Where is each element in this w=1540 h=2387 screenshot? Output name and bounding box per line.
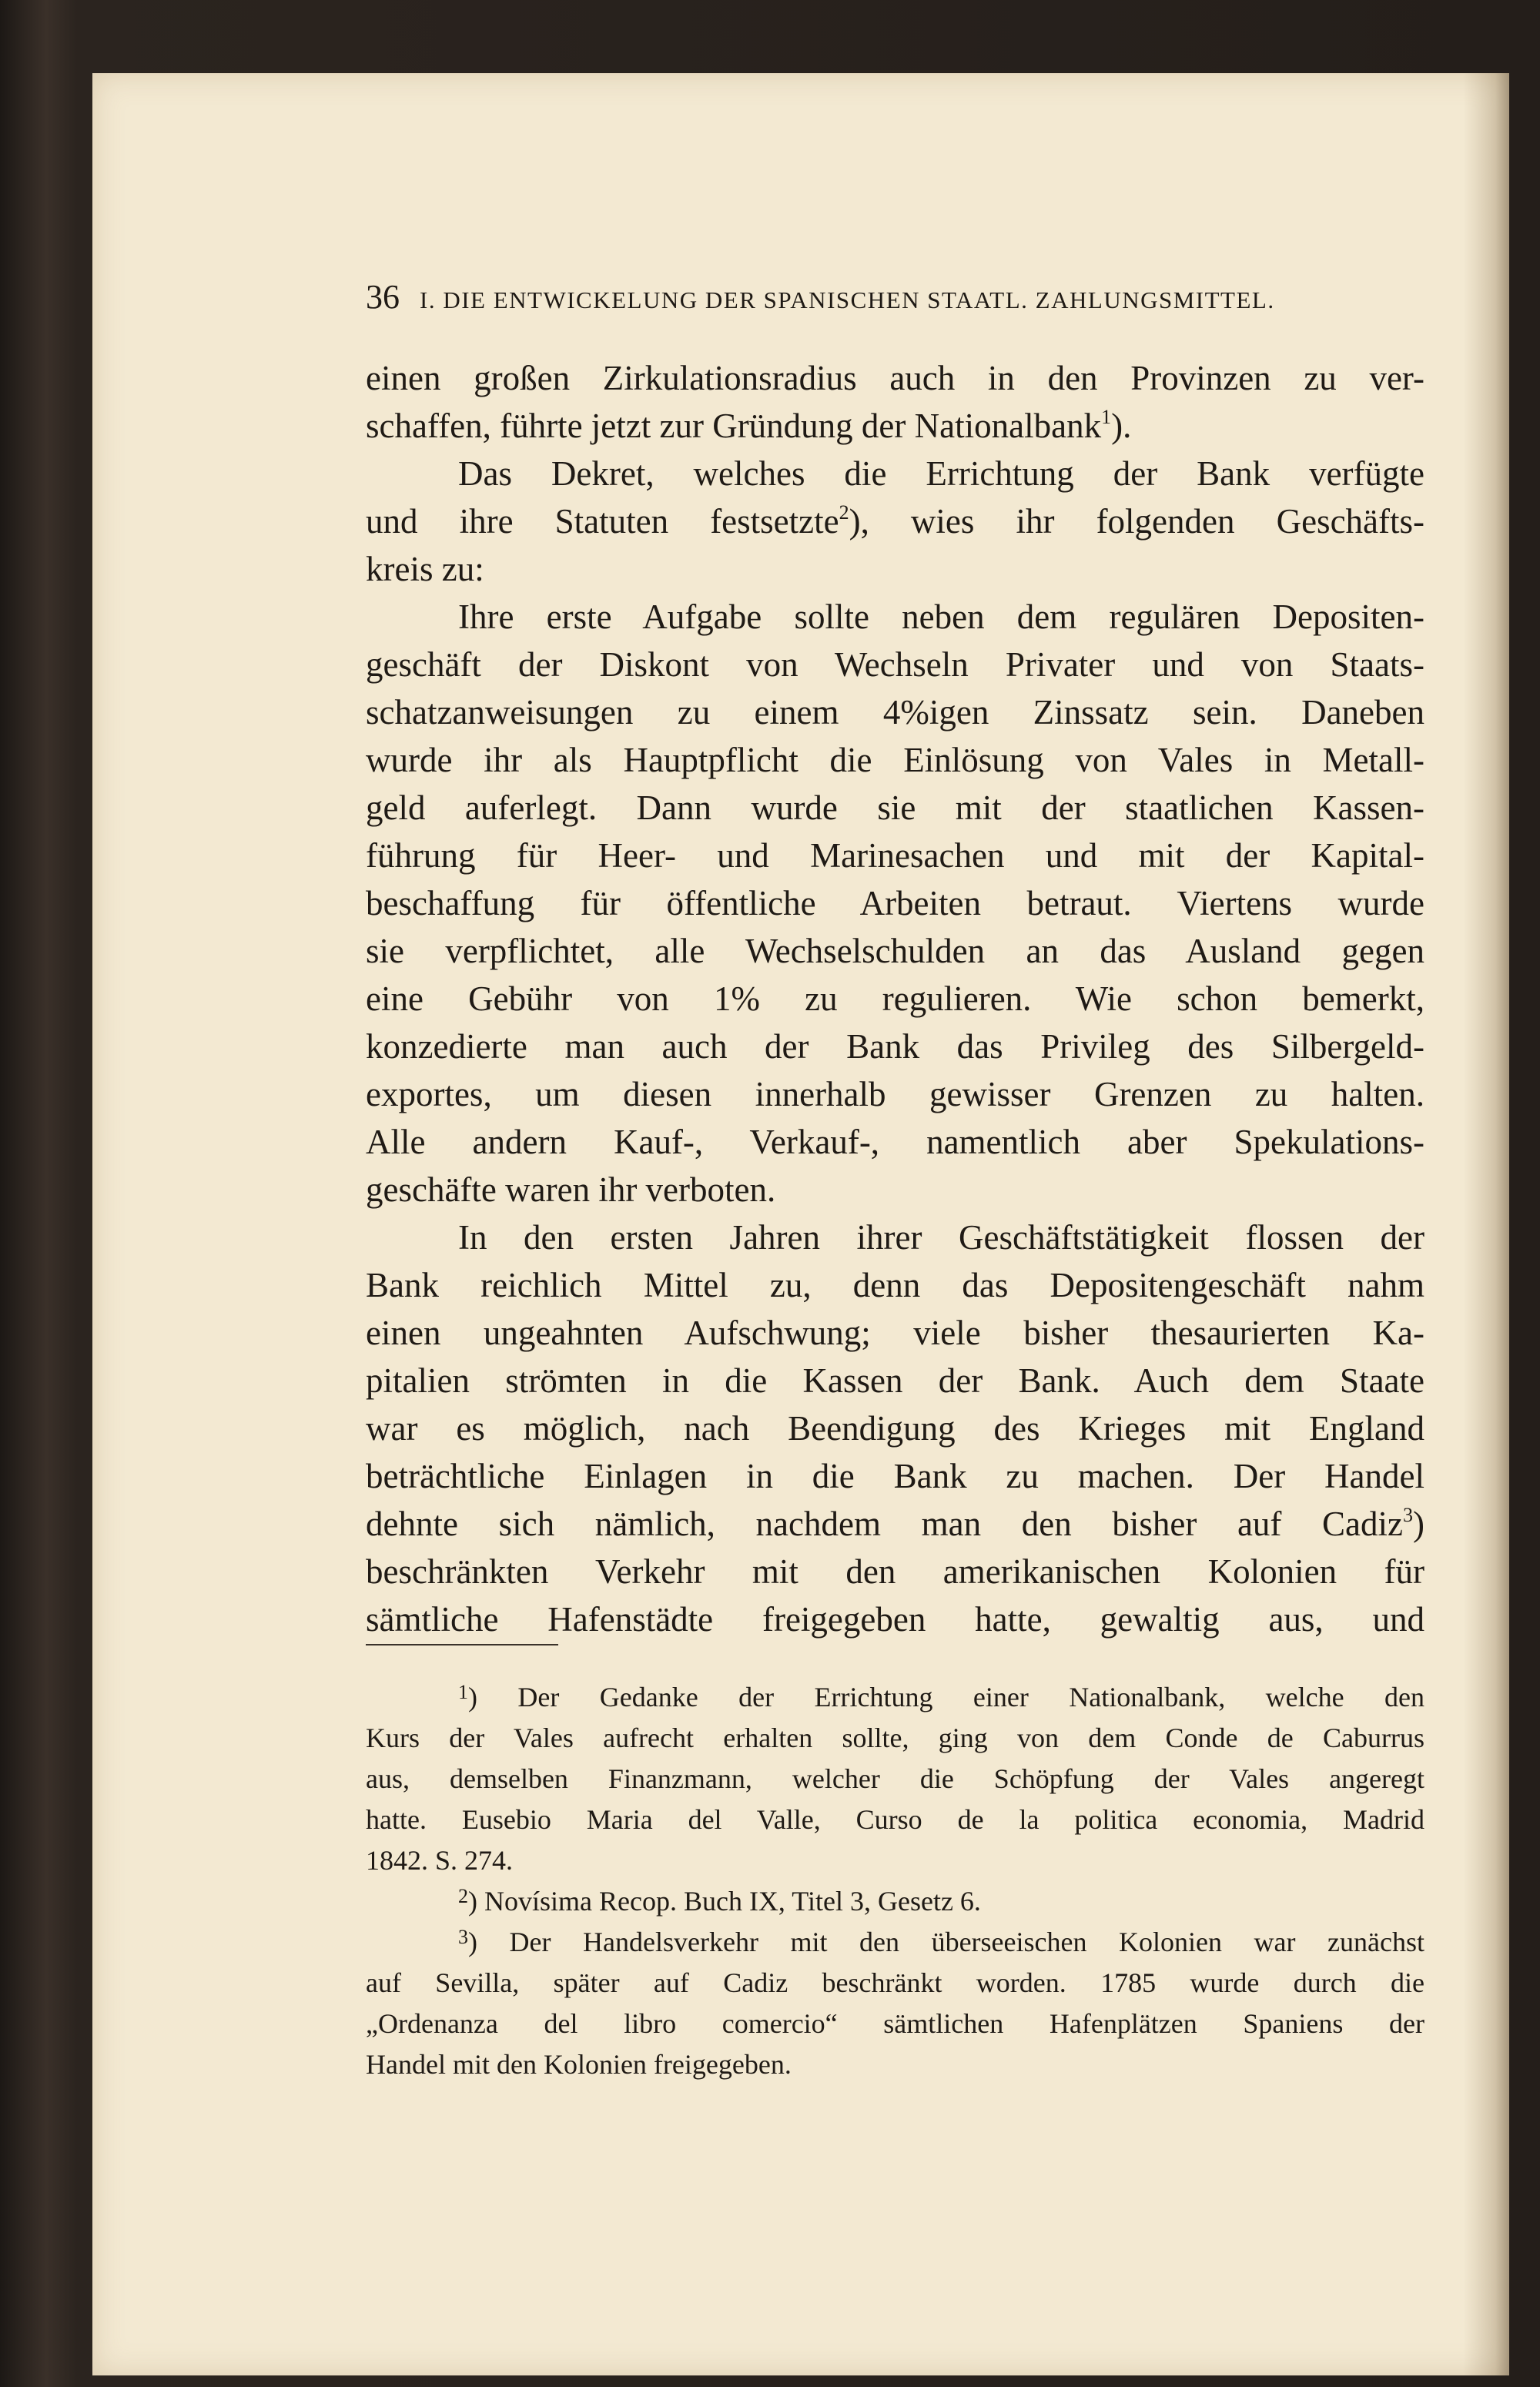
footnote-mark: 3 (458, 1926, 468, 1948)
page-edge-shadow (1463, 73, 1509, 2375)
text-line: einen großen Zirkulationsradius auch in den Provinzen zu ver- (366, 359, 1424, 397)
text-line: exportes, um diesen innerhalb gewisser Grenzen zu halten. (366, 1075, 1424, 1113)
text-line: geschäfte waren ihr verboten. (366, 1170, 776, 1209)
footnote-line: auf Sevilla, später auf Cadiz beschränkt worden. 1785 wurde durch die (366, 1967, 1424, 1998)
footnote-ref: 2 (839, 501, 849, 524)
text-line: schaffen, führte jetzt zur Gründung der Nationalbank$^1$). (366, 406, 1132, 445)
footnote-line: $^2$) Novísima Recop. Buch IX, Titel 3, Gesetz 6. (458, 1885, 981, 1917)
text-line: pitalien strömten in die Kassen der Bank. Auch dem Staate (366, 1361, 1424, 1400)
footnote-line: Handel mit den Kolonien freigegeben. (366, 2049, 792, 2080)
footnote-line: $^1$) Der Gedanke der Errichtung einer Nationalbank, welche den (458, 1681, 1424, 1712)
footnote-rule (366, 1644, 558, 1645)
footnote-ref: 1 (1101, 406, 1112, 428)
text-line: Ihre erste Aufgabe sollte neben dem regulären Depositen- (458, 598, 1424, 636)
text-line: sämtliche Hafenstädte freigegeben hatte, gewaltig aus, und (366, 1600, 1424, 1639)
footnote-line: 1842. S. 274. (366, 1845, 514, 1876)
text-line: kreis zu: (366, 550, 484, 588)
footnote-line: „Ordenanza del libro comercio“ sämtlichen Hafenplätzen Spaniens der (366, 2008, 1424, 2039)
text-line: wurde ihr als Hauptpflicht die Einlösung von Vales in Metall- (366, 741, 1424, 779)
text-line: führung für Heer- und Marinesachen und mit der Kapital- (366, 836, 1424, 875)
footnote-line: $^3$) Der Handelsverkehr mit den überseeischen Kolonien war zunächst (458, 1926, 1424, 1957)
page-number: 36 (366, 278, 400, 316)
footnote-mark: 2 (458, 1885, 468, 1907)
text-line: schatzanweisungen zu einem 4%igen Zinssatz sein. Daneben (366, 693, 1424, 732)
running-head (366, 277, 1390, 323)
text-line: sie verpflichtet, alle Wechselschulden an das Ausland gegen (366, 932, 1424, 970)
text-line: war es möglich, nach Beendigung des Krieges mit England (366, 1409, 1424, 1448)
text-line: einen ungeahnten Aufschwung; viele bisher thesaurierten Ka- (366, 1314, 1424, 1352)
text-line: geschäft der Diskont von Wechseln Privater und von Staats- (366, 645, 1424, 684)
footnote-line: aus, demselben Finanzmann, welcher die Schöpfung der Vales angeregt (366, 1763, 1424, 1794)
text-line: beschaffung für öffentliche Arbeiten betraut. Viertens wurde (366, 884, 1424, 922)
body-text (366, 354, 1424, 1643)
footnotes (366, 1677, 1424, 2085)
chapter-title: I. DIE ENTWICKELUNG DER SPANISCHEN STAATL. ZAHLUNGSMITTEL. (420, 286, 1275, 313)
footnote-line: hatte. Eusebio Maria del Valle, Curso de la politica economia, Madrid (366, 1804, 1424, 1835)
text-line: eine Gebühr von 1% zu regulieren. Wie schon bemerkt, (366, 979, 1424, 1018)
text-line: Das Dekret, welches die Errichtung der Bank verfügte (458, 454, 1424, 493)
text-line: und ihre Statuten festsetzte$^2$), wies ihr folgenden Geschäfts- (366, 501, 1424, 541)
footnote-mark: 1 (458, 1681, 468, 1703)
footnote-line: Kurs der Vales aufrecht erhalten sollte, ging von dem Conde de Caburrus (366, 1722, 1424, 1753)
text-line: Bank reichlich Mittel zu, denn das Depositengeschäft nahm (366, 1266, 1424, 1304)
text-line: konzedierte man auch der Bank das Privileg des Silbergeld- (366, 1027, 1424, 1066)
text-line: Alle andern Kauf-, Verkauf-, namentlich aber Spekulations- (366, 1123, 1424, 1161)
text-line: geld auferlegt. Dann wurde sie mit der staatlichen Kassen- (366, 788, 1424, 827)
footnote-ref: 3 (1403, 1504, 1413, 1526)
text-line: beschränkten Verkehr mit den amerikanischen Kolonien für (366, 1552, 1424, 1591)
text-line: dehnte sich nämlich, nachdem man den bisher auf Cadiz$^3$) (366, 1504, 1424, 1543)
text-line: beträchtliche Einlagen in die Bank zu machen. Der Handel (366, 1457, 1424, 1495)
text-line: In den ersten Jahren ihrer Geschäftstätigkeit flossen der (458, 1218, 1424, 1257)
